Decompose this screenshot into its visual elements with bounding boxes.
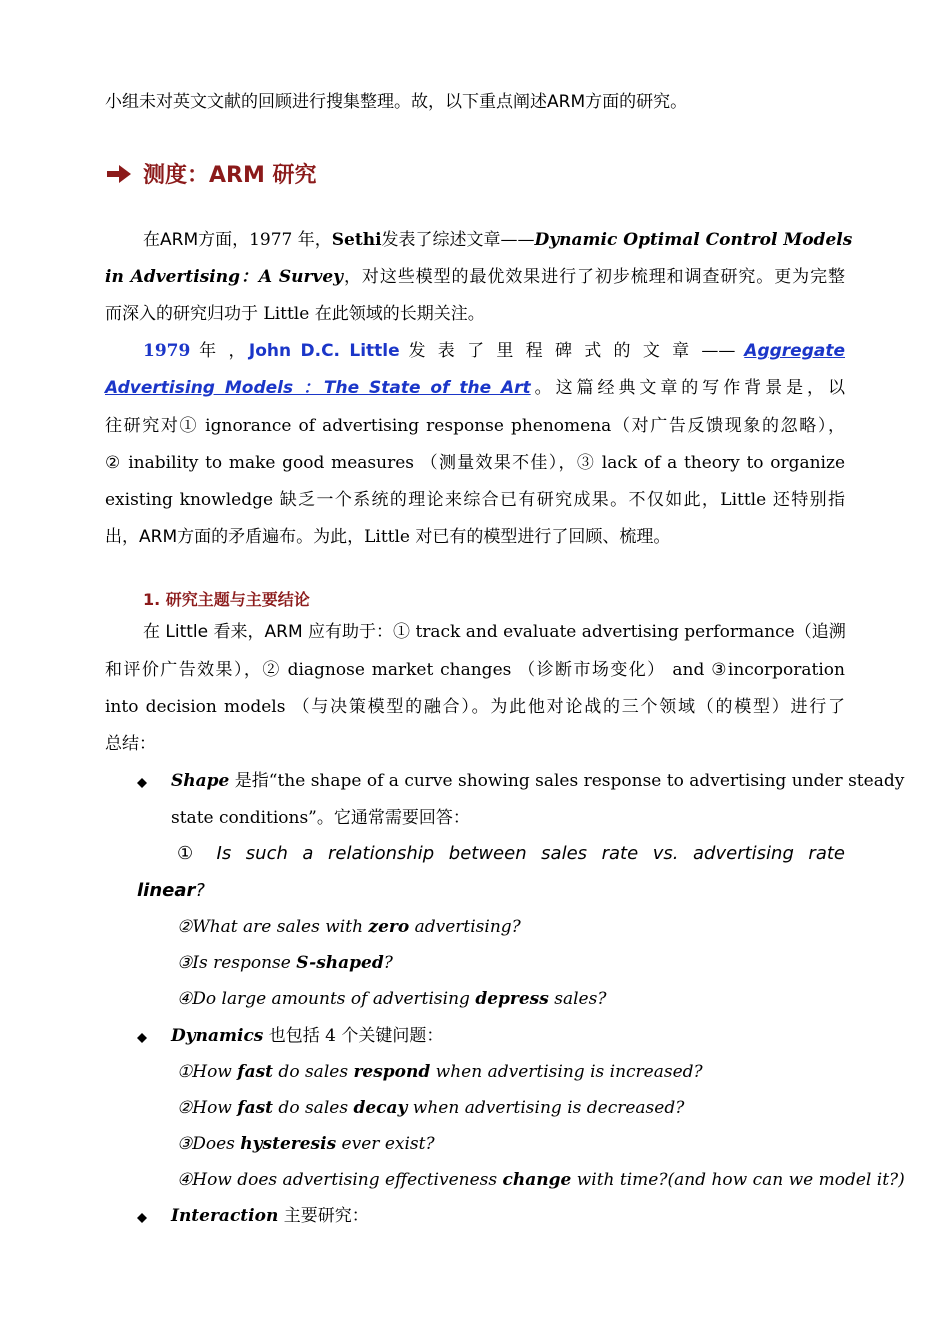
text: when advertising is increased? (430, 1062, 703, 1082)
text: do sales (273, 1062, 354, 1082)
keyword-respond: respond (353, 1062, 431, 1082)
para1-line1 (105, 222, 853, 259)
para3-line4: 总结： (105, 734, 156, 754)
text: ? (383, 953, 393, 973)
text: 发表了综述文章—— (381, 230, 535, 250)
article-title: Dynamic Optimal Control Models (534, 230, 853, 250)
text: when advertising is decreased? (407, 1098, 685, 1118)
para1-line2 (105, 259, 845, 296)
text: with time?(and how can we model it?) (571, 1170, 905, 1190)
article-link[interactable]: Advertising Models ：The State of the Art (105, 378, 531, 398)
shape-q1-line2 (137, 872, 845, 909)
dynamics-q4 (177, 1162, 905, 1199)
keyword-zero: zero (368, 917, 410, 937)
para3-line3: into decision models （与决策模型的融合）。为此他对论战的三个领域（的模型）进行了 (105, 697, 845, 717)
para2-line4: ② inability to make good measures （测量效果不佳），③ lack of a theory to organize (105, 453, 845, 473)
text: 看来， (208, 622, 265, 642)
keyword-depress: depress (475, 989, 549, 1009)
text: 主要研究： (278, 1206, 369, 1226)
para3-line1 (105, 614, 845, 651)
text: ②How (177, 1098, 238, 1118)
term-interaction: Interaction (171, 1206, 279, 1226)
diamond-bullet-icon (137, 778, 147, 788)
keyword-fast: fast (237, 1098, 274, 1118)
text: ④Do large amounts of advertising (177, 989, 476, 1009)
keyword-hysteresis: hysteresis (240, 1134, 337, 1154)
keyword-linear: linear (137, 880, 196, 901)
heading-prefix: 测度： (143, 163, 210, 188)
arrow-right-icon (105, 163, 133, 185)
text: ③Is response (177, 953, 297, 973)
text: 年 ， (190, 341, 249, 361)
text: ? (195, 880, 205, 901)
para2-line2 (105, 370, 845, 407)
dynamics-line (171, 1018, 845, 1055)
year: 1979 (143, 341, 191, 361)
text: 方面的矛盾遍布。为此，Little 对已有的模型进行了回顾、梳理。 (177, 527, 671, 547)
text: 出， (105, 527, 139, 547)
shape-q2 (177, 909, 845, 946)
dynamics-q1 (177, 1054, 845, 1091)
text: ④How does advertising effectiveness (177, 1170, 503, 1190)
heading-text: ARM 研究 (209, 163, 317, 188)
text: 也包括 4 个关键问题： (263, 1026, 444, 1046)
text: 方面的研究。 (585, 92, 688, 112)
subsection-title: 研究主题与主要结论 (165, 590, 310, 609)
diamond-bullet-icon (137, 1213, 147, 1223)
interaction-line (171, 1198, 845, 1235)
para1-line3: 而深入的研究归功于 Little 在此领域的长期关注。 (105, 304, 485, 324)
dynamics-q3 (177, 1126, 845, 1163)
shape-q4 (177, 981, 845, 1018)
shape-line1 (171, 763, 905, 800)
text: 应有助于：① track and evaluate advertising performance（追溯 (302, 622, 846, 642)
text: sales? (548, 989, 607, 1009)
section-heading (105, 158, 317, 194)
article-title: in Advertising：A Survey (105, 267, 344, 287)
para3-line2: 和评价广告效果），② diagnose market changes （诊断市场变化） and ③incorporation (105, 660, 845, 680)
text: 。这篇经典文章的写作背景是，以 (530, 378, 846, 398)
text: ③Does (177, 1134, 241, 1154)
text: ①How (177, 1062, 238, 1082)
text: 是指“the shape of a curve showing sales response to advertising under steady (229, 771, 905, 791)
intro-line (105, 84, 845, 121)
subsection-number: 1. (143, 590, 161, 609)
text: do sales (273, 1098, 354, 1118)
para2-line1 (105, 333, 845, 370)
text-little: Little (165, 622, 209, 642)
text: ②What are sales with (177, 917, 369, 937)
text-arm: ARM (160, 230, 199, 250)
text: 发 表 了 里 程 碑 式 的 文 章 —— (399, 341, 745, 361)
para2-line3: 往研究对① ignorance of advertising response phenomena（对广告反馈现象的忽略）， (105, 416, 845, 436)
author-sethi: Sethi (331, 230, 382, 250)
para2-line6 (105, 519, 845, 556)
text: advertising? (409, 917, 521, 937)
diamond-bullet-icon (137, 1033, 147, 1043)
dynamics-q2 (177, 1090, 845, 1127)
shape-q3 (177, 945, 845, 982)
text: 方面，1977 年， (198, 230, 332, 250)
term-shape: Shape (171, 771, 230, 791)
keyword-s-shaped: S-shaped (296, 953, 384, 973)
text-arm: ARM (547, 92, 586, 112)
text: ，对这些模型的最优效果进行了初步梳理和调查研究。更为完整 (343, 267, 846, 287)
shape-line2: state conditions”。它通常需要回答： (171, 808, 470, 828)
keyword-fast: fast (237, 1062, 274, 1082)
article-link[interactable]: Aggregate (744, 341, 845, 361)
text: 小组未对英文文献的回顾进行搜集整理。故，以下重点阐述 (105, 92, 547, 112)
keyword-decay: decay (353, 1098, 408, 1118)
author-little: John D.C. Little (248, 341, 400, 361)
para2-line5: existing knowledge 缺乏一个系统的理论来综合已有研究成果。不仅如此，Little 还特别指 (105, 490, 845, 510)
keyword-change: change (502, 1170, 572, 1190)
text: 在 (143, 622, 166, 642)
text: ever exist? (336, 1134, 435, 1154)
text-arm: ARM (264, 622, 303, 642)
shape-q1-line1: ① Is such a relationship between sales rate vs. advertising rate (177, 843, 845, 864)
text: 在 (143, 230, 160, 250)
text-arm: ARM (139, 527, 178, 547)
term-dynamics: Dynamics (171, 1026, 264, 1046)
subsection-heading (143, 584, 310, 616)
